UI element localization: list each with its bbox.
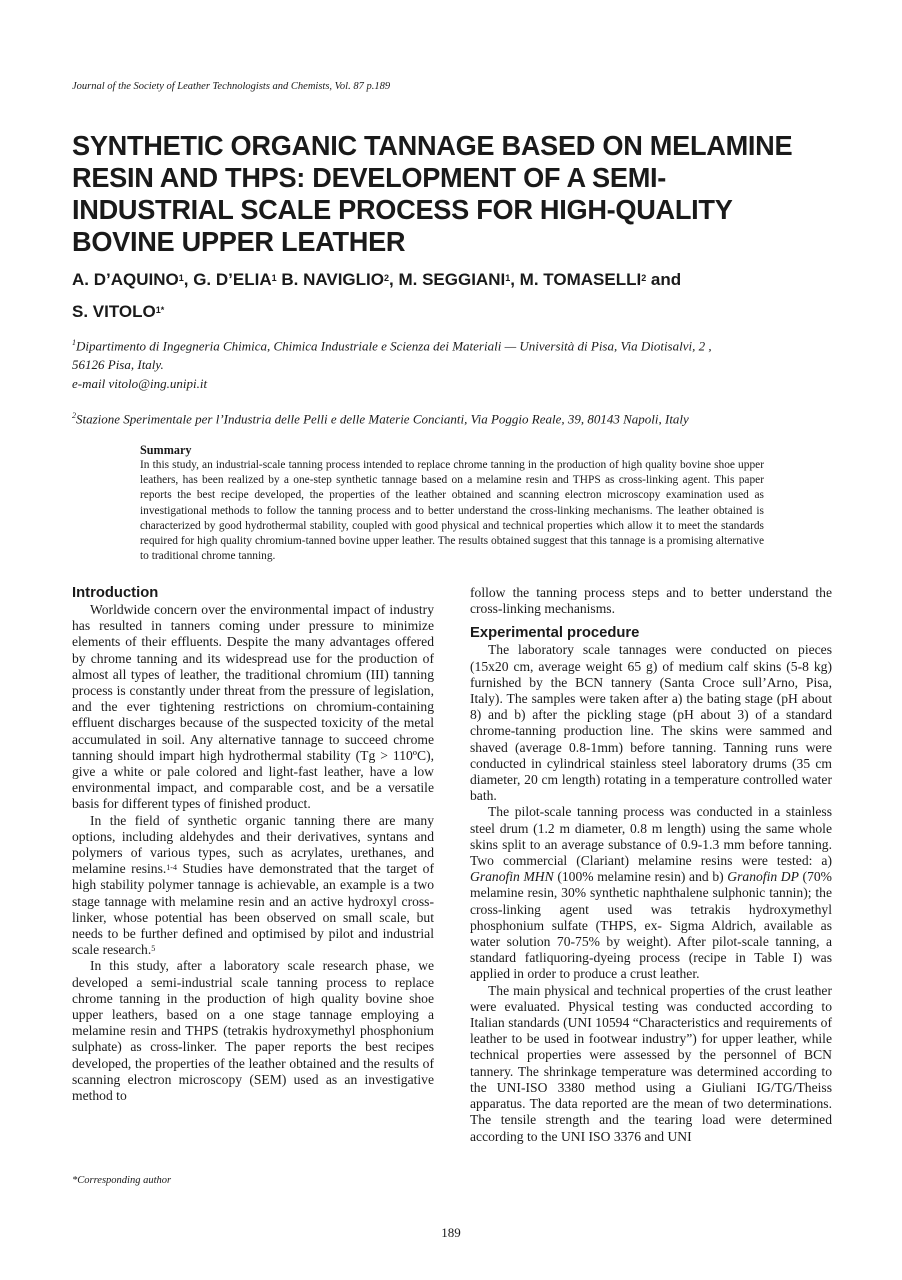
author-list <box>72 264 842 328</box>
page-number: 189 <box>441 1225 461 1240</box>
author-affiliation-mark: 2 <box>641 273 647 283</box>
paragraph: In this study, after a laboratory scale research phase, we developed a semi-industrial scale tanning process to replace chrome tanning in the production of high quality bovine shoe upper leathers, based on a one stage tannage employing a melamine resin and THPS (tetrakis hydroxymethyl phosphonium sulphate) as cross-linker. The paper reports the best recipes developed, the properties of the leather obtained and the results of scanning electron microscopy (SEM) used as an investigative method to <box>72 958 434 1104</box>
paragraph <box>72 813 434 959</box>
affiliation-text: Stazione Sperimentale per l’Industria delle Pelli e delle Materie Concianti, Via Poggio Reale, 39, 80143 Napoli, Italy <box>76 411 689 427</box>
affiliation-text: Dipartimento di Ingegneria Chimica, Chimica Industriale e Scienza dei Materiali — Università di Pisa, Via Diotisalvi, 2 , <box>76 338 712 354</box>
summary-block <box>140 443 764 564</box>
left-column <box>72 585 434 1104</box>
author-affiliation-mark: 1 <box>271 273 277 283</box>
experimental-heading: Experimental procedure <box>470 625 640 642</box>
author <box>281 270 398 289</box>
paragraph: Worldwide concern over the environmental impact of industry has resulted in tanners coming under pressure to minimize elements of their effluents. Despite the many advantages offered by chrome tanning and its widespread use for the production of almost all types of leather, the traditional chromium (III) tanning process is constantly under threat from the pressure of legislation, and the ever tightening restrictions on chromium-containing effluent discharges because of the suspected toxicity of the metal accumulated in soil. Any alternative tannage to succeed chrome tanning should impart high hydrothermal stability (Tg > 110ºC), give a white or pale colored and light-fast leather, have a low environmental impact, and comparable cost, and be a versatile basis for different types of finished product. <box>72 602 434 812</box>
paper-title: SYNTHETIC ORGANIC TANNAGE BASED ON MELAMINE RESIN AND THPS: DEVELOPMENT OF A SEMI-INDUSTRIAL SCALE PROCESS FOR HIGH-QUALITY BOVINE UPPER LEATHER <box>72 130 793 257</box>
right-column <box>470 585 832 1145</box>
introduction-heading: Introduction <box>72 585 159 601</box>
affiliation-mark: 1 <box>72 338 76 347</box>
paragraph-text: In the field of synthetic organic tanning there are many options, including aldehydes and their derivatives, syntans and polymers of various types, such as acrylates, urethanes, and melamine resins. <box>72 812 434 877</box>
author-name: S. VITOLO <box>72 302 156 321</box>
paragraph-text: (70% melamine resin, 30% synthetic naphthalene sulphonic tannin); the cross-linking agent used was tetrakis hydroxymethyl phosphonium sulfate (THPS, ex- Sigma Aldrich, available as water solution 70-75% by weight). After pilot-scale tanning, a standard fatliquoring-dyeing process (recipe in Table I) was applied in order to produce a crust leather. <box>470 869 832 982</box>
affiliation-1 <box>72 333 842 374</box>
author <box>398 270 519 289</box>
author-separator: and <box>646 270 682 289</box>
summary-text: In this study, an industrial-scale tanning process intended to replace chrome tanning in the production of high quality bovine shoe upper leathers, has been realized by a one-step synthetic tannage based on a melamine resin and THPS as cross-linking agent. This paper reports the best recipe developed, the properties of the leather obtained and scanning electron microscopy examination used as investigational methods to follow the tanning process and to better understand the cross-linking mechanisms. The leather obtained is characterized by good hydrothermal stability, coupled with good physical and technical properties which allow it to meet the standards required for high quality chromium-tanned bovine upper leather. The results obtained suggest that this tannage is a promising alternative to traditional chrome tanning. <box>140 459 764 563</box>
product-name: Granofin MHN <box>470 869 554 885</box>
affiliation-2 <box>72 406 842 428</box>
author-name: B. NAVIGLIO <box>281 270 384 289</box>
author-separator: , <box>510 270 520 289</box>
author <box>72 302 164 321</box>
author-separator: , <box>389 270 399 289</box>
author-affiliation-mark: 1 <box>178 273 184 283</box>
paragraph-text: Studies have demonstrated that the target of high stability polymer tannage is achievable, an example is a two stage tannage with melamine resin and an active hydroxyl cross-linker, whose potential has been observed on small scale, but needs to be further defined and optimised by pilot and industrial scale research. <box>72 861 434 958</box>
author-name: M. SEGGIANI <box>398 270 506 289</box>
paragraph-text: (100% melamine resin) and b) <box>553 869 728 885</box>
affiliation-mark: 2 <box>72 411 76 421</box>
author-affiliation-mark: 1* <box>155 305 165 315</box>
product-name: Granofin DP <box>727 869 799 885</box>
affiliation-city: 56126 Pisa, Italy. <box>72 357 164 373</box>
affiliations <box>72 333 842 429</box>
author <box>193 270 281 289</box>
author-affiliation-mark: 1 <box>505 273 511 283</box>
author-name: M. TOMASELLI <box>519 270 642 289</box>
footnote: *Corresponding author <box>72 1175 172 1186</box>
paragraph-text: The pilot-scale tanning process was conducted in a stainless steel drum (1.2 m diameter, 0.8 m length) using the same whole skins split to an average substance of 0.9-1.3 mm before tanning. Two commercial (Clariant) melamine resins were tested: a) <box>470 804 832 869</box>
author <box>520 270 681 289</box>
author-name: A. D’AQUINO <box>72 270 179 289</box>
author <box>72 270 193 289</box>
paragraph <box>470 804 832 982</box>
summary-heading: Summary <box>140 443 192 457</box>
author-separator: , <box>183 270 194 289</box>
contact-email: e-mail vitolo@ing.unipi.it <box>72 376 208 392</box>
author-name: G. D’ELIA <box>193 270 272 289</box>
paragraph-continuation: follow the tanning process steps and to better understand the cross-linking mechanisms. <box>470 585 832 617</box>
citation-ref: 1-4 <box>166 863 177 873</box>
paragraph: The main physical and technical properties of the crust leather were evaluated. Physical testing was conducted according to Italian standards (UNI 10594 “Characteristics and requirements of leather to be used in footwear industry”) for upper leather, while technical properties were assessed by the personnel of BCN tannery. The shrinkage temperature was determined according to the UNI-ISO 3380 method using a Giuliani IG/TG/Theiss apparatus. The data reported are the mean of two determinations. The tensile strength and the tearing load were determined according to the UNI ISO 3376 and UNI <box>470 982 832 1144</box>
paragraph: The laboratory scale tannages were conducted on pieces (15x20 cm, average weight 65 g) of medium calf skins (5-8 kg) furnished by the BCN tannery (Santa Croce sull’Arno, Pisa, Italy). The samples were taken after a) the bating stage (pH about 8) and b) after the pickling stage (pH about 3) of a standard chrome-tanning production line. The skins were sammed and shaved (average 0.8-1mm) before tanning. Tanning runs were conducted in cylindrical stainless steel laboratory drums (35 cm diameter, 20 cm length) rotating in a temperature controlled water bath. <box>470 642 832 804</box>
author-affiliation-mark: 2 <box>384 273 390 283</box>
citation-ref: 5 <box>151 944 156 954</box>
journal-header: Journal of the Society of Leather Technologists and Chemists, Vol. 87 p.189 <box>72 81 391 92</box>
